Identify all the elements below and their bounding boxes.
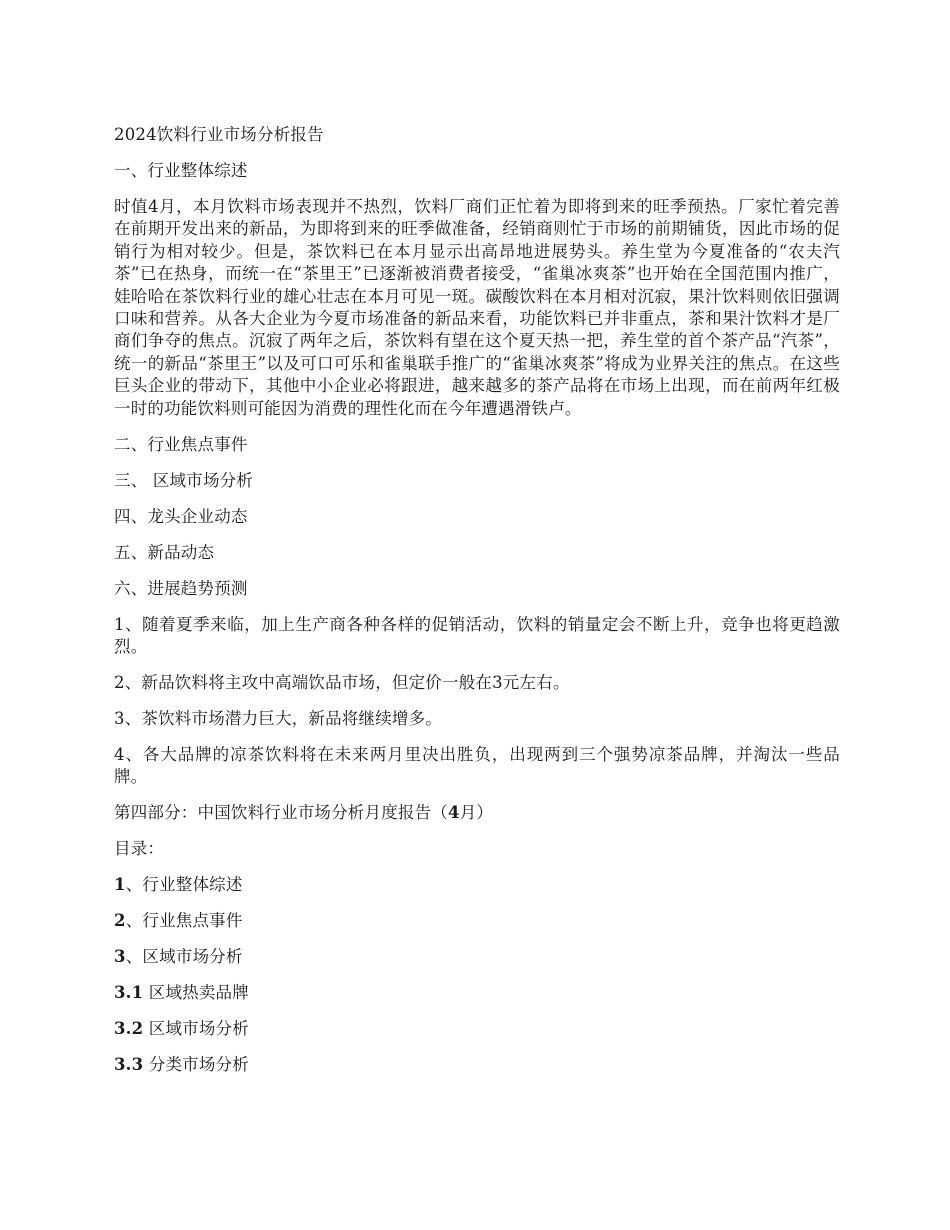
toc-item-number: 2 (114, 911, 126, 931)
part4-heading-prefix: 第四部分：中国饮料行业市场分析月度报告（ (114, 803, 448, 823)
toc-item-number: 3.3 (114, 1055, 144, 1075)
toc-item-text: 、行业整体综述 (125, 875, 243, 895)
part4-heading-suffix: 月） (459, 803, 494, 823)
document-title: 2024饮料行业市场分析报告 (114, 125, 324, 144)
trend-item-2: 2、新品饮料将主攻中高端饮品市场，但定价一般在3元左右。 (114, 673, 570, 693)
section-heading-new-products: 五、新品动态 (114, 543, 215, 563)
toc-item-text: 分类市场分析 (143, 1055, 249, 1075)
toc-item-text: 、区域市场分析 (125, 947, 243, 967)
toc-item-number: 1 (114, 875, 126, 895)
section-heading-regional-market: 三、 区域市场分析 (114, 471, 254, 491)
toc-item (114, 874, 840, 896)
trend-item-1: 1、随着夏季来临，加上生产商各种各样的促销活动，饮料的销量定会不断上升，竞争也将更趋激烈。 (114, 615, 840, 657)
toc-label: 目录： (114, 839, 165, 859)
part4-heading-month: 4 (448, 803, 460, 823)
section-heading-overview: 一、行业整体综述 (114, 161, 248, 180)
toc-item-number: 3.2 (114, 1019, 144, 1039)
toc-item-text: 区域市场分析 (143, 1019, 249, 1039)
document-page (114, 124, 840, 1090)
toc-item (114, 1054, 840, 1076)
toc-item-text: 、行业焦点事件 (125, 911, 243, 931)
toc-item (114, 1018, 840, 1040)
toc-item (114, 910, 840, 932)
toc-item (114, 982, 840, 1004)
part4-heading (114, 802, 840, 824)
section-heading-focus-events: 二、行业焦点事件 (114, 435, 248, 455)
toc-item-number: 3.1 (114, 983, 144, 1003)
section-heading-leading-companies: 四、龙头企业动态 (114, 507, 248, 527)
overview-paragraph: 时值4月，本月饮料市场表现并不热烈，饮料厂商们正忙着为即将到来的旺季预热。厂家忙着完善在前期开发出来的新品，为即将到来的旺季做准备，经销商则忙于市场的前期铺货，因此市场的促销行为相对较少。但是，茶饮料已在本月显示出高昂地进展势头。养生堂为今夏准备的“农夫汽茶”已在热身，而统一在“茶里王”已逐渐被消费者接受，“雀巢冰爽茶”也开始在全国范围内推广，娃哈哈在茶饮料行业的雄心壮志在本月可见一斑。碳酸饮料在本月相对沉寂，果汁饮料则依旧强调口味和营养。从各大企业为今夏市场准备的新品来看，功能饮料已并非重点，茶和果汁饮料才是厂商们争夺的焦点。沉寂了两年之后，茶饮料有望在这个夏天热一把，养生堂的首个茶产品“汽茶”，统一的新品“茶里王”以及可口可乐和雀巢联手推广的“雀巢冰爽茶”将成为业界关注的焦点。在这些巨头企业的带动下，其他中小企业必将跟进，越来越多的茶产品将在市场上出现，而在前两年红极一时的功能饮料则可能因为消费的理性化而在今年遭遇滑铁卢。 (114, 197, 840, 418)
trend-item-3: 3、茶饮料市场潜力巨大，新品将继续增多。 (114, 709, 442, 729)
toc-item-number: 3 (114, 947, 126, 967)
toc-item (114, 946, 840, 968)
section-heading-trend-forecast: 六、进展趋势预测 (114, 579, 248, 599)
toc-item-text: 区域热卖品牌 (143, 983, 249, 1003)
trend-item-4: 4、各大品牌的凉茶饮料将在未来两月里决出胜负，出现两到三个强势凉茶品牌，并淘汰一些品牌。 (114, 745, 840, 787)
